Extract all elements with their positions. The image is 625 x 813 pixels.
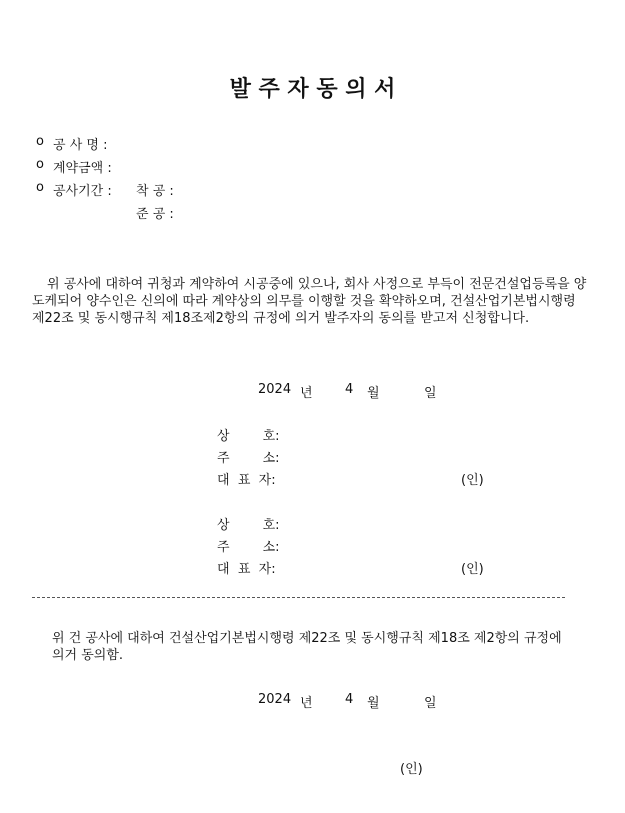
- representative-label: 대 표 자:: [217, 562, 276, 577]
- bullet: o: [36, 157, 44, 172]
- separator-line: [32, 597, 565, 598]
- page-title: 발 주 자 동 의 서: [229, 76, 396, 102]
- end-label: 준 공 :: [136, 207, 174, 222]
- seal-mark: (인): [461, 562, 484, 577]
- date-month: 4: [345, 692, 354, 707]
- date-year: 2024: [258, 692, 292, 707]
- bullet: o: [36, 180, 44, 195]
- date-month: 4: [345, 382, 354, 397]
- date-year-unit: 년: [300, 386, 313, 401]
- seal-mark: (인): [461, 473, 484, 488]
- consent-paragraph: 위 건 공사에 대하여 건설산업기본법시행령 제22조 및 동시행규칙 제18조 제2항의 규정에 의거 동의함.: [52, 631, 562, 663]
- date-month-unit: 월: [367, 386, 380, 401]
- date-day-unit: 일: [424, 696, 437, 711]
- contract-amount-label: 계약금액 :: [53, 161, 112, 176]
- project-name-label: 공 사 명 :: [53, 138, 108, 153]
- period-label: 공사기간 :: [53, 184, 112, 199]
- address-label: 주 소:: [217, 540, 280, 555]
- date-day-unit: 일: [424, 386, 437, 401]
- seal-mark: (인): [400, 762, 423, 777]
- start-label: 착 공 :: [136, 184, 174, 199]
- company-label: 상 호:: [217, 429, 280, 444]
- representative-label: 대 표 자:: [217, 473, 276, 488]
- company-label: 상 호:: [217, 518, 280, 533]
- address-label: 주 소:: [217, 451, 280, 466]
- bullet: o: [36, 134, 44, 149]
- date-year: 2024: [258, 382, 292, 397]
- date-year-unit: 년: [300, 696, 313, 711]
- request-paragraph: 위 공사에 대하여 귀청과 계약하여 시공중에 있으나, 회사 사정으로 부득이 전문건설업등록을 양도케되어 양수인은 신의에 따라 계약상의 의무를 이행할 것을 확약하오며, 건설산업기본법시행령 제22조 및 동시행규칙 제18조제2항의 규정에 의거 발주자의 동의를 받고저 신청합니다.: [32, 277, 587, 326]
- date-month-unit: 월: [367, 696, 380, 711]
